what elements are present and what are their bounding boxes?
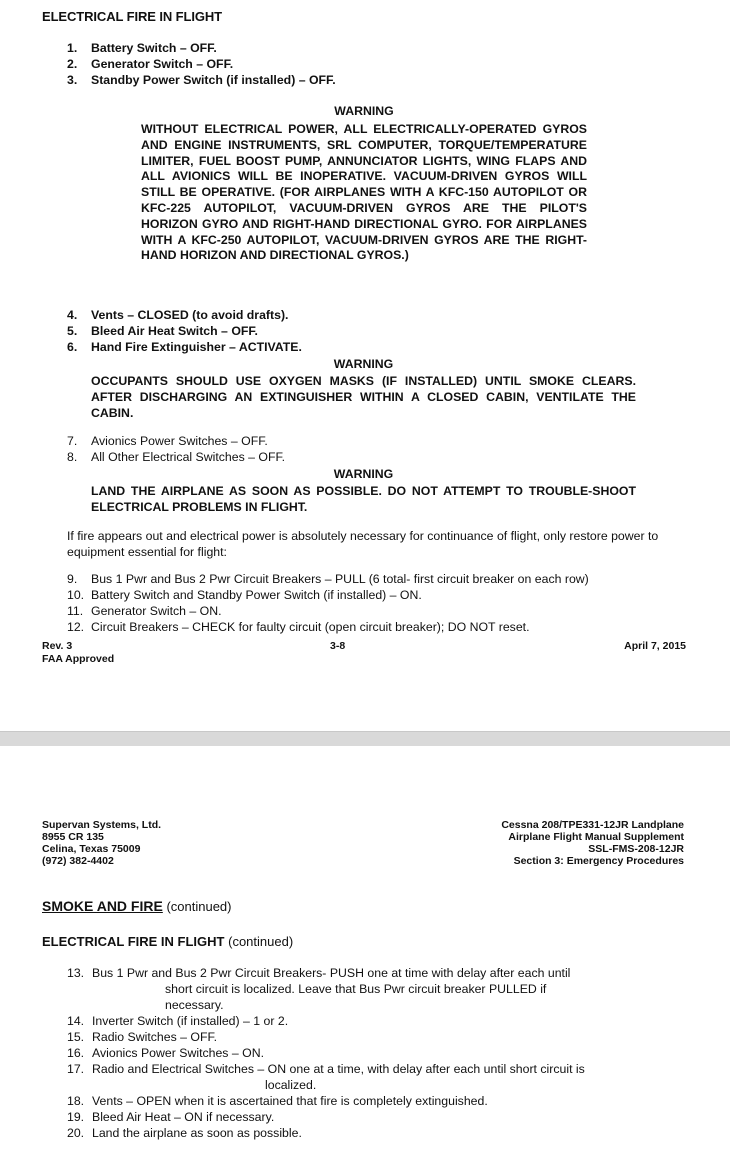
- list-item: 4. Vents – CLOSED (to avoid drafts).: [67, 308, 289, 322]
- steps-list-c: [67, 433, 667, 465]
- list-item: 3. Standby Power Switch (if installed) – OFF.: [67, 73, 336, 87]
- revision-label: Rev. 3: [42, 640, 73, 652]
- list-item: 15. Radio Switches – OFF.: [67, 1030, 218, 1044]
- document-page-2: [0, 746, 730, 1156]
- warning-heading: WARNING: [333, 467, 394, 481]
- list-item: 10. Battery Switch and Standby Power Switch (if installed) – ON.: [67, 588, 422, 602]
- list-item: 11. Generator Switch – ON.: [67, 604, 222, 618]
- page-number: 3-8: [330, 640, 346, 652]
- list-item-continuation: short circuit is localized. Leave that Bus Pwr circuit breaker PULLED if: [165, 982, 547, 996]
- list-item: 5. Bleed Air Heat Switch – OFF.: [67, 324, 258, 338]
- document-number: SSL-FMS-208-12JR: [588, 843, 684, 855]
- list-item: 17. Radio and Electrical Switches – ON one at a time, with delay after each until short circuit is: [67, 1062, 585, 1076]
- section-heading: ELECTRICAL FIRE IN FLIGHT: [42, 9, 222, 24]
- list-item: 6. Hand Fire Extinguisher – ACTIVATE.: [67, 340, 302, 354]
- phone-number: (972) 382-4402: [42, 855, 114, 867]
- approval-label: FAA Approved: [42, 653, 115, 665]
- list-item: 8. All Other Electrical Switches – OFF.: [67, 450, 286, 464]
- steps-list-d: [67, 571, 687, 635]
- list-item: 20. Land the airplane as soon as possible.: [67, 1126, 302, 1140]
- revision-date: April 7, 2015: [624, 640, 686, 652]
- manual-title: Airplane Flight Manual Supplement: [508, 831, 684, 843]
- page-divider: [0, 731, 730, 746]
- company-address: [42, 819, 161, 867]
- steps-list-a: [67, 40, 667, 88]
- list-item: 1. Battery Switch – OFF.: [67, 41, 217, 55]
- warning-text: OCCUPANTS SHOULD USE OXYGEN MASKS (IF INSTALLED) UNTIL SMOKE CLEARS. AFTER DISCHARGING AN EXTINGUISHER WITHIN A CLOSED CABIN, VENTILATE THE CABIN.: [91, 374, 636, 420]
- list-item: 19. Bleed Air Heat – ON if necessary.: [67, 1110, 275, 1124]
- address-line: Celina, Texas 75009: [42, 843, 141, 855]
- warning-text: WITHOUT ELECTRICAL POWER, ALL ELECTRICALLY-OPERATED GYROS AND ENGINE INSTRUMENTS, SRL COMPUTER, TORQUE/TEMPERATURE LIMITER, FUEL BOOST PUMP, ANNUNCIATOR LIGHTS, WING FLAPS AND ALL AVIONICS WILL BE INOPERATIVE. VACUUM-DRIVEN GYROS WILL STILL BE OPERATIVE. (FOR AIRPLANES WITH A KFC-150 AUTOPILOT OR KFC-225 AUTOPILOT, VACUUM-DRIVEN GYROS ARE THE PILOT'S HORIZON GYRO AND RIGHT-HAND DIRECTIONAL GYRO. FOR AIRPLANES WITH A KFC-250 AUTOPILOT, VACUUM-DRIVEN GYROS ARE THE RIGHT-HAND HORIZON AND DIRECTIONAL GYROS.): [141, 122, 587, 263]
- subheading-row: [42, 934, 293, 949]
- list-item: 9. Bus 1 Pwr and Bus 2 Pwr Circuit Breakers – PULL (6 total- first circuit breaker on each row): [67, 572, 589, 586]
- aircraft-model: Cessna 208/TPE331-12JR Landplane: [501, 819, 684, 831]
- note-paragraph: If fire appears out and electrical power is absolutely necessary for continuance of flight, only restore power to equipment essential for flight:: [67, 529, 659, 559]
- list-item: 13. Bus 1 Pwr and Bus 2 Pwr Circuit Breakers- PUSH one at time with delay after each until: [67, 966, 571, 980]
- warning-text: LAND THE AIRPLANE AS SOON AS POSSIBLE. DO NOT ATTEMPT TO TROUBLE-SHOOT ELECTRICAL PROBLEMS IN FLIGHT.: [91, 484, 636, 514]
- company-name: Supervan Systems, Ltd.: [42, 819, 162, 831]
- section-title: SMOKE AND FIRE: [42, 898, 163, 914]
- manual-info: [501, 819, 684, 867]
- steps-list-e: [67, 965, 687, 1141]
- steps-list-b: [67, 307, 667, 355]
- footer-left: [42, 640, 114, 666]
- warning-heading: WARNING: [334, 104, 394, 118]
- subsection-title-suffix: (continued): [228, 934, 294, 949]
- list-item-continuation: localized.: [265, 1078, 317, 1092]
- address-line: 8955 CR 135: [42, 831, 104, 843]
- list-item-continuation: necessary.: [165, 998, 224, 1012]
- section-title-suffix: (continued): [166, 899, 232, 914]
- section-label: Section 3: Emergency Procedures: [513, 855, 684, 867]
- list-item: 7. Avionics Power Switches – OFF.: [67, 434, 268, 448]
- list-item: 12. Circuit Breakers – CHECK for faulty circuit (open circuit breaker); DO NOT reset.: [67, 620, 530, 634]
- warning-heading: WARNING: [333, 357, 394, 371]
- subsection-title: ELECTRICAL FIRE IN FLIGHT: [42, 934, 225, 949]
- list-item: 14. Inverter Switch (if installed) – 1 or 2.: [67, 1014, 289, 1028]
- list-item: 2. Generator Switch – OFF.: [67, 57, 234, 71]
- section-heading-row: [42, 898, 232, 914]
- list-item: 16. Avionics Power Switches – ON.: [67, 1046, 264, 1060]
- list-item: 18. Vents – OPEN when it is ascertained that fire is completely extinguished.: [67, 1094, 488, 1108]
